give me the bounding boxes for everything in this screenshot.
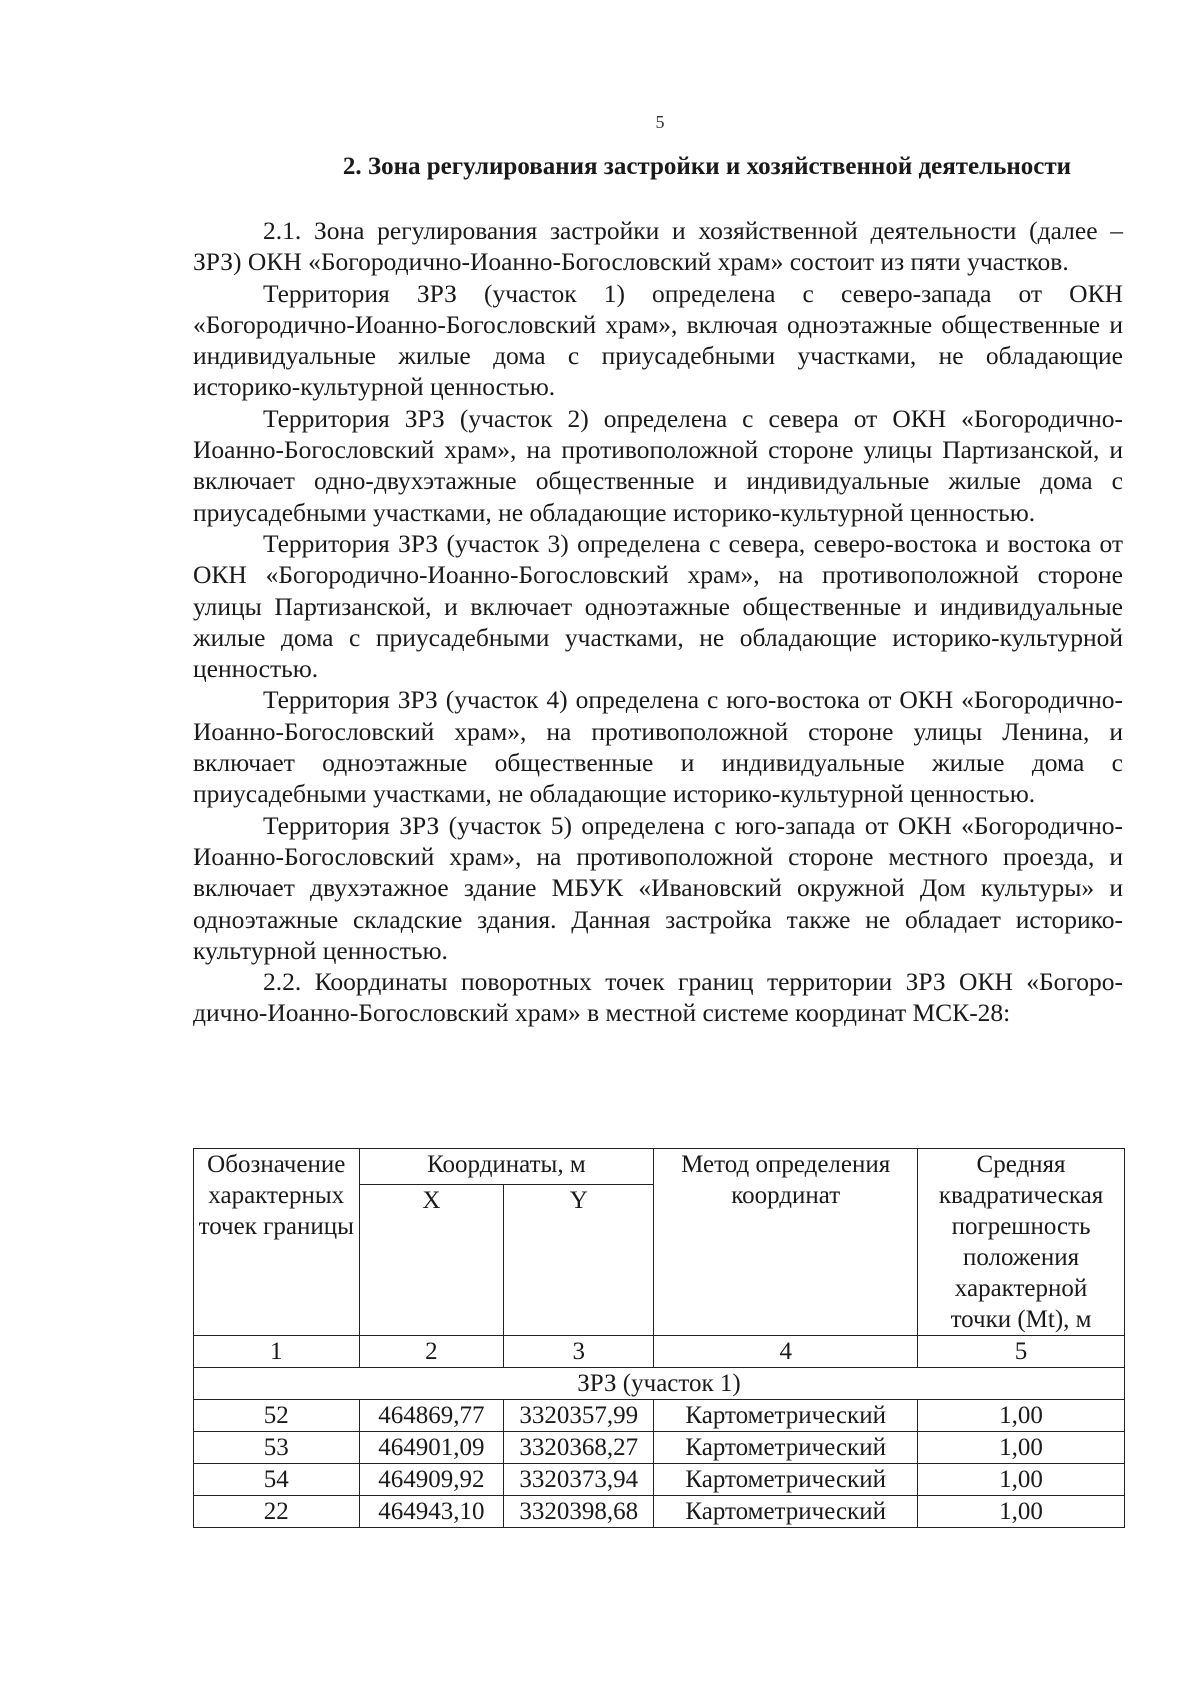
method: Картометрический (654, 1400, 918, 1432)
paragraph-2-1: 2.1. Зона регулирования застройки и хозяйственной деятельности (далее – ЗРЗ) ОКН «Богородично-Иоанно-Богословский храм» состоит из пяти участков. (193, 216, 1123, 277)
column-number: 2 (359, 1336, 504, 1368)
coord-x: 464909,92 (359, 1464, 504, 1496)
table-header-row (194, 1149, 1125, 1185)
section-heading: 2. Зона регулирования застройки и хозяйственной деятельности (342, 153, 1072, 180)
point-id: 52 (194, 1400, 360, 1432)
table-row (194, 1400, 1125, 1432)
column-number: 4 (654, 1336, 918, 1368)
header-method: Метод определения координат (654, 1149, 918, 1336)
paragraph-plot-4: Территория ЗРЗ (участок 4) определена с юго-востока от ОКН «Богородично-Иоанно-Богословский храм», на противоположной стороне улицы Ленина, и включает одноэтажные общественные и индивидуальные жилые дома с приусадебными участками, не обладающие историко-культурной ценностью. (193, 685, 1123, 809)
header-x: X (359, 1185, 504, 1336)
page-number: 5 (655, 112, 665, 132)
paragraph-plot-3: Территория ЗРЗ (участок 3) определена с севера, северо-востока и востока от ОКН «Богородично-Иоанно-Богословский храм», на противоположной стороне улицы Партизанской, и включает одноэтажные общественные и индивидуальные жилые дома с приусадебными участками, не обладающие историко-культурной ценностью. (193, 528, 1123, 684)
point-id: 22 (194, 1496, 360, 1528)
paragraph-plot-2: Территория ЗРЗ (участок 2) определена с севера от ОКН «Богородично-Иоанно-Богословский храм», на противоположной стороне улицы Партизанской, и включает одно-двухэтажные общественные и индивидуальные жилые дома с приусадебными участками, не обладающие историко-культурной ценностью. (193, 403, 1123, 527)
column-number: 3 (504, 1336, 654, 1368)
method: Картометрический (654, 1464, 918, 1496)
header-y: Y (504, 1185, 654, 1336)
method: Картометрический (654, 1432, 918, 1464)
coord-y: 3320398,68 (504, 1496, 654, 1528)
header-coordinates: Координаты, м (359, 1149, 654, 1185)
table-row (194, 1432, 1125, 1464)
table-row (194, 1464, 1125, 1496)
column-number-row (194, 1336, 1125, 1368)
coord-x: 464943,10 (359, 1496, 504, 1528)
column-number: 1 (194, 1336, 360, 1368)
table-row (194, 1496, 1125, 1528)
error-value: 1,00 (918, 1496, 1125, 1528)
paragraph-2-2: 2.2. Координаты поворотных точек границ территории ЗРЗ ОКН «Богоро-дично-Иоанно-Богословский храм» в местной системе координат МСК-28: (193, 967, 1123, 1028)
paragraph-plot-5: Территория ЗРЗ (участок 5) определена с юго-запада от ОКН «Богородично-Иоанно-Богословский храм», на противоположной стороне местного проезда, и включает двухэтажное здание МБУК «Ивановский окружной Дом культуры» и одноэтажные складские здания. Данная застройка также не обладает историко-культурной ценностью. (193, 810, 1123, 965)
error-value: 1,00 (918, 1400, 1125, 1432)
body-text (193, 215, 1123, 1029)
method: Картометрический (654, 1496, 918, 1528)
point-id: 53 (194, 1432, 360, 1464)
coord-y: 3320373,94 (504, 1464, 654, 1496)
error-value: 1,00 (918, 1464, 1125, 1496)
section-label: ЗРЗ (участок 1) (194, 1368, 1125, 1400)
error-value: 1,00 (918, 1432, 1125, 1464)
section-row (194, 1368, 1125, 1400)
header-error: Средняя квадратическая погрешность положения характерной точки (Mt), м (918, 1149, 1125, 1336)
point-id: 54 (194, 1464, 360, 1496)
coordinates-table (193, 1148, 1125, 1528)
header-designation: Обозначение характерных точек границы (194, 1149, 360, 1336)
coord-x: 464869,77 (359, 1400, 504, 1432)
coord-x: 464901,09 (359, 1432, 504, 1464)
paragraph-plot-1: Территория ЗРЗ (участок 1) определена с северо-запада от ОКН «Богородично-Иоанно-Богословский храм», включая одноэтажные общественные и индивидуальные жилые дома с приусадебными участками, не обладающие историко-культурной ценностью. (193, 278, 1123, 402)
coord-y: 3320368,27 (504, 1432, 654, 1464)
column-number: 5 (918, 1336, 1125, 1368)
coord-y: 3320357,99 (504, 1400, 654, 1432)
